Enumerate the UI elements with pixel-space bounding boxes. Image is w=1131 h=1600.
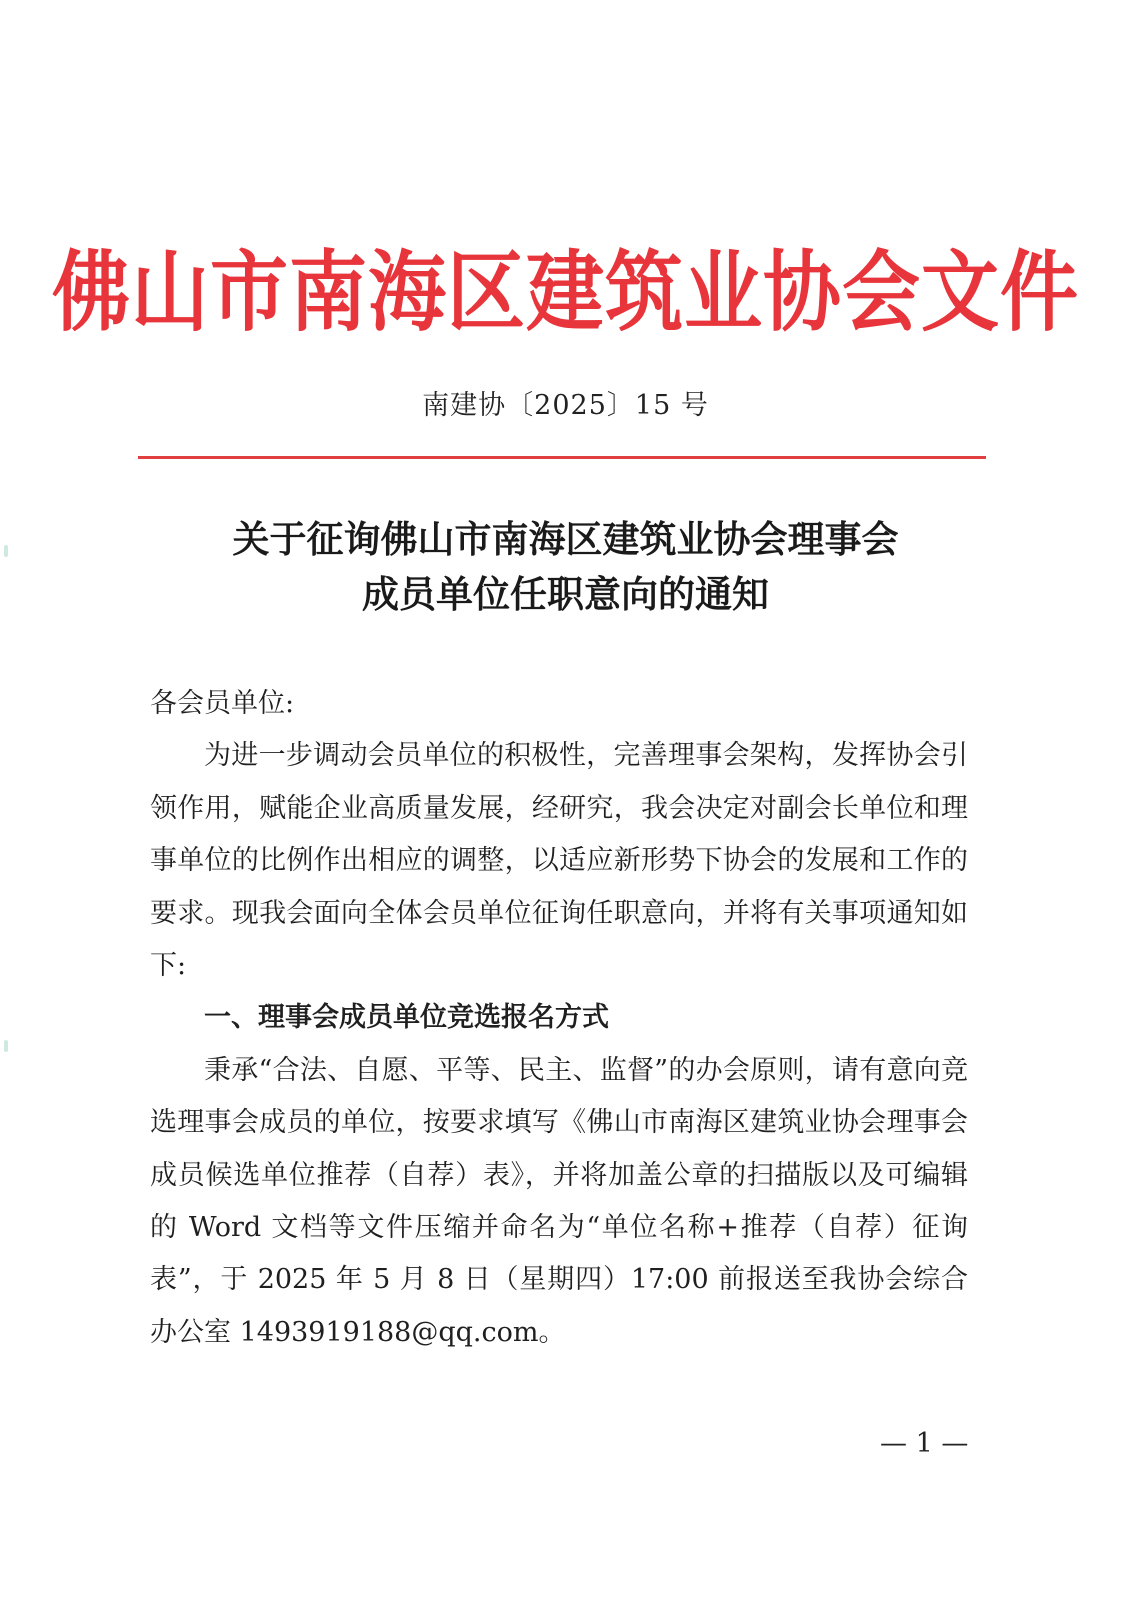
red-divider-rule (138, 456, 986, 459)
section-heading-1: 一、理事会成员单位竞选报名方式 (204, 1002, 609, 1034)
notice-title-line-1: 关于征询佛山市南海区建筑业协会理事会 (232, 517, 899, 561)
salutation: 各会员单位: (150, 688, 295, 719)
notice-body (150, 678, 968, 1359)
page-number: — 1 — (880, 1428, 969, 1459)
masthead-title: 佛山市南海区建筑业协会文件 (51, 243, 1079, 344)
scan-artifact-mark (4, 1040, 8, 1052)
document-number: 南建协〔2025〕15 号 (422, 390, 709, 421)
body-paragraph-1: 为进一步调动会员单位的积极性，完善理事会架构，发挥协会引领作用，赋能企业高质量发展，经研究，我会决定对副会长单位和理事单位的比例作出相应的调整，以适应新形势下协会的发展和工作的要求。现我会面向全体会员单位征询任职意向，并将有关事项通知如下: (150, 740, 968, 982)
scan-artifact-mark (4, 545, 8, 557)
notice-title-line-2: 成员单位任职意向的通知 (362, 572, 769, 616)
body-paragraph-2: 秉承“合法、自愿、平等、民主、监督”的办会原则，请有意向竞选理事会成员的单位，按要求填写《佛山市南海区建筑业协会理事会成员候选单位推荐（自荐）表》，并将加盖公章的扫描版以及可编辑的 Word 文档等文件压缩并命名为“单位名称+推荐（自荐）征询表”，于 2025 年 5 月 8 日（星期四）17:00 前报送至我协会综合办公室 1493919188@qq.com。 (150, 1054, 968, 1348)
notice-title (0, 512, 1131, 622)
